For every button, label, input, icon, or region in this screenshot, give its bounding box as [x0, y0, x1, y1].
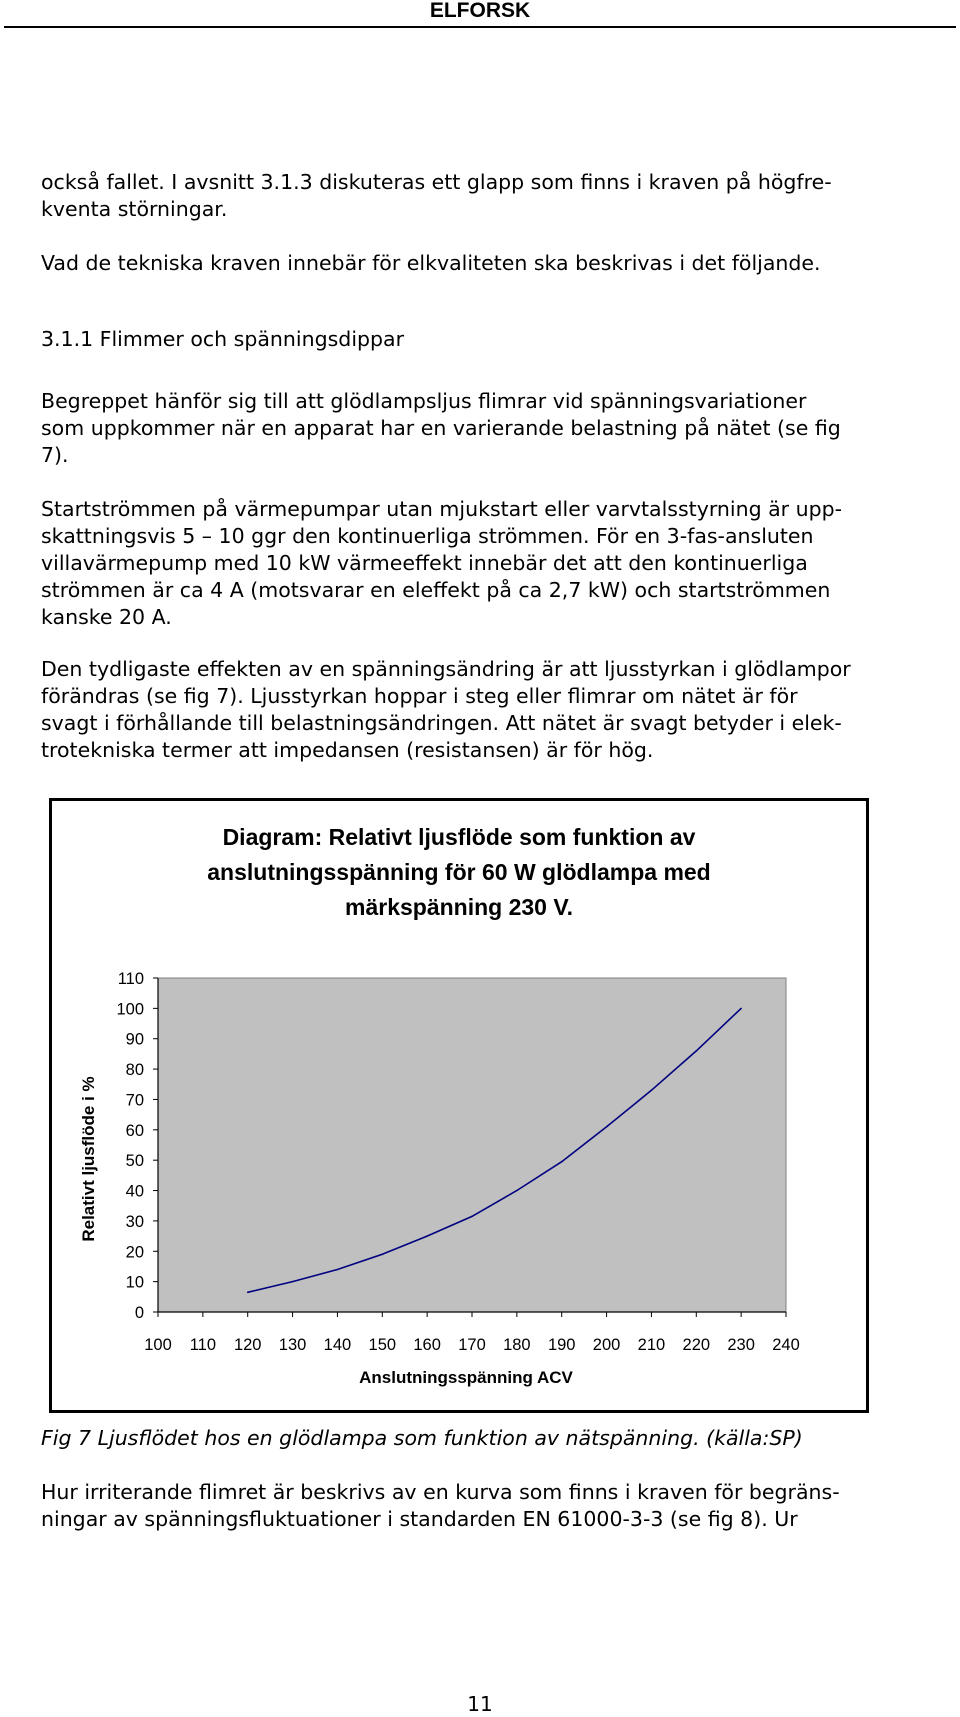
page-header-title: ELFORSK — [429, 0, 531, 22]
y-tick-label: 0 — [134, 1304, 144, 1322]
y-tick-label: 40 — [125, 1182, 144, 1201]
paragraph-concept-line-1: Begreppet hänför sig till att glödlampsljus flimrar vid spänningsvariationer — [41, 389, 807, 413]
paragraph-effect-line-2: förändras (se fig 7). Ljusstyrkan hoppar i steg eller flimrar om nätet är för — [41, 684, 798, 708]
x-tick-label: 210 — [637, 1336, 666, 1354]
y-tick-label: 90 — [125, 1030, 144, 1049]
paragraph-flicker-line-2: ningar av spänningsfluktuationer i standarden EN 61000-3-3 (se fig 8). Ur — [41, 1507, 798, 1531]
y-tick-label: 60 — [125, 1121, 144, 1140]
chart-title-line-1: Diagram: Relativt ljusflöde som funktion av — [222, 824, 696, 850]
paragraph-startcurrent-line-1: Startströmmen på värmepumpar utan mjukstart eller varvtalsstyrning är upp- — [41, 497, 843, 521]
section-heading: 3.1.1 Flimmer och spänningsdippar — [41, 327, 405, 351]
y-axis-label: Relativt ljusflöde i % — [79, 1076, 98, 1242]
y-tick-label: 100 — [116, 1000, 144, 1019]
chart-title-line-2: anslutningsspänning för 60 W glödlampa med — [207, 859, 711, 885]
paragraph-flicker-line-1: Hur irriterande flimret är beskrivs av en kurva som finns i kraven för begräns- — [41, 1480, 840, 1504]
data-point — [471, 1216, 473, 1218]
data-point — [740, 1008, 742, 1010]
paragraph-startcurrent-line-2: skattningsvis 5 – 10 ggr den kontinuerliga strömmen. För en 3-fas-ansluten — [41, 524, 814, 548]
chart-figure — [49, 798, 869, 1413]
x-tick-label: 160 — [413, 1336, 441, 1354]
paragraph-startcurrent-line-3: villavärmepump med 10 kW värmeeffekt innebär det att den kontinuerliga — [41, 551, 808, 575]
y-tick-label: 30 — [125, 1212, 144, 1231]
paragraph-concept-line-3: 7). — [41, 443, 69, 467]
x-tick-label: 230 — [727, 1336, 755, 1354]
data-point — [292, 1281, 294, 1283]
x-tick-label: 180 — [503, 1336, 531, 1354]
x-tick-label: 200 — [592, 1336, 621, 1354]
page-number: 11 — [467, 1692, 493, 1716]
y-tick-label: 50 — [125, 1152, 144, 1171]
y-tick-label: 110 — [117, 970, 144, 988]
paragraph-startcurrent-line-4: strömmen är ca 4 A (motsvarar en eleffekt på ca 2,7 kW) och startströmmen — [41, 578, 831, 602]
data-point — [337, 1269, 339, 1271]
data-point — [247, 1292, 249, 1294]
x-tick-label: 130 — [278, 1336, 307, 1354]
figure-caption: Fig 7 Ljusflödet hos en glödlampa som funktion av nätspänning. (källa:SP) — [41, 1426, 803, 1450]
paragraph-effect-line-4: trotekniska termer att impedansen (resistansen) är för hög. — [41, 738, 654, 762]
paragraph-effect-line-3: svagt i förhållande till belastningsändringen. Att nätet är svagt betyder i elek- — [41, 711, 842, 735]
data-point — [426, 1235, 428, 1237]
x-tick-label: 120 — [233, 1336, 262, 1354]
x-tick-label: 240 — [772, 1336, 800, 1354]
paragraph-concept-line-2: som uppkommer när en apparat har en varierande belastning på nätet (se fig — [41, 416, 841, 440]
x-tick-label: 220 — [682, 1336, 711, 1354]
x-tick-label: 150 — [368, 1336, 397, 1354]
paragraph-startcurrent-line-5: kanske 20 A. — [41, 605, 172, 629]
x-axis-label: Anslutningsspänning ACV — [359, 1368, 573, 1387]
x-tick-label: 100 — [144, 1336, 172, 1354]
y-tick-label: 80 — [125, 1061, 144, 1080]
y-tick-label: 20 — [125, 1243, 144, 1262]
data-point — [516, 1190, 518, 1192]
y-tick-label: 70 — [125, 1091, 144, 1110]
data-point — [382, 1254, 384, 1256]
data-point — [561, 1161, 563, 1163]
x-tick-label: 190 — [547, 1336, 576, 1354]
data-point — [696, 1050, 698, 1052]
data-point — [606, 1126, 608, 1128]
paragraph-intro-line-2: kventa störningar. — [41, 197, 228, 221]
header-rule — [4, 26, 956, 28]
x-tick-label: 140 — [323, 1336, 352, 1354]
paragraph-intro-line-1: också fallet. I avsnitt 3.1.3 diskuteras ett glapp som finns i kraven på högfre- — [41, 170, 832, 194]
y-tick-label: 10 — [125, 1273, 144, 1292]
chart-svg — [52, 801, 866, 1410]
x-tick-label: 170 — [458, 1336, 486, 1354]
paragraph-effect-line-1: Den tydligaste effekten av en spänningsändring är att ljusstyrkan i glödlampor — [41, 657, 851, 681]
x-tick-label: 110 — [189, 1336, 217, 1354]
plot-area — [158, 978, 786, 1312]
paragraph-requirements: Vad de tekniska kraven innebär för elkvaliteten ska beskrivas i det följande. — [41, 251, 821, 275]
chart-title-line-3: märkspänning 230 V. — [345, 894, 573, 920]
data-point — [651, 1090, 653, 1092]
